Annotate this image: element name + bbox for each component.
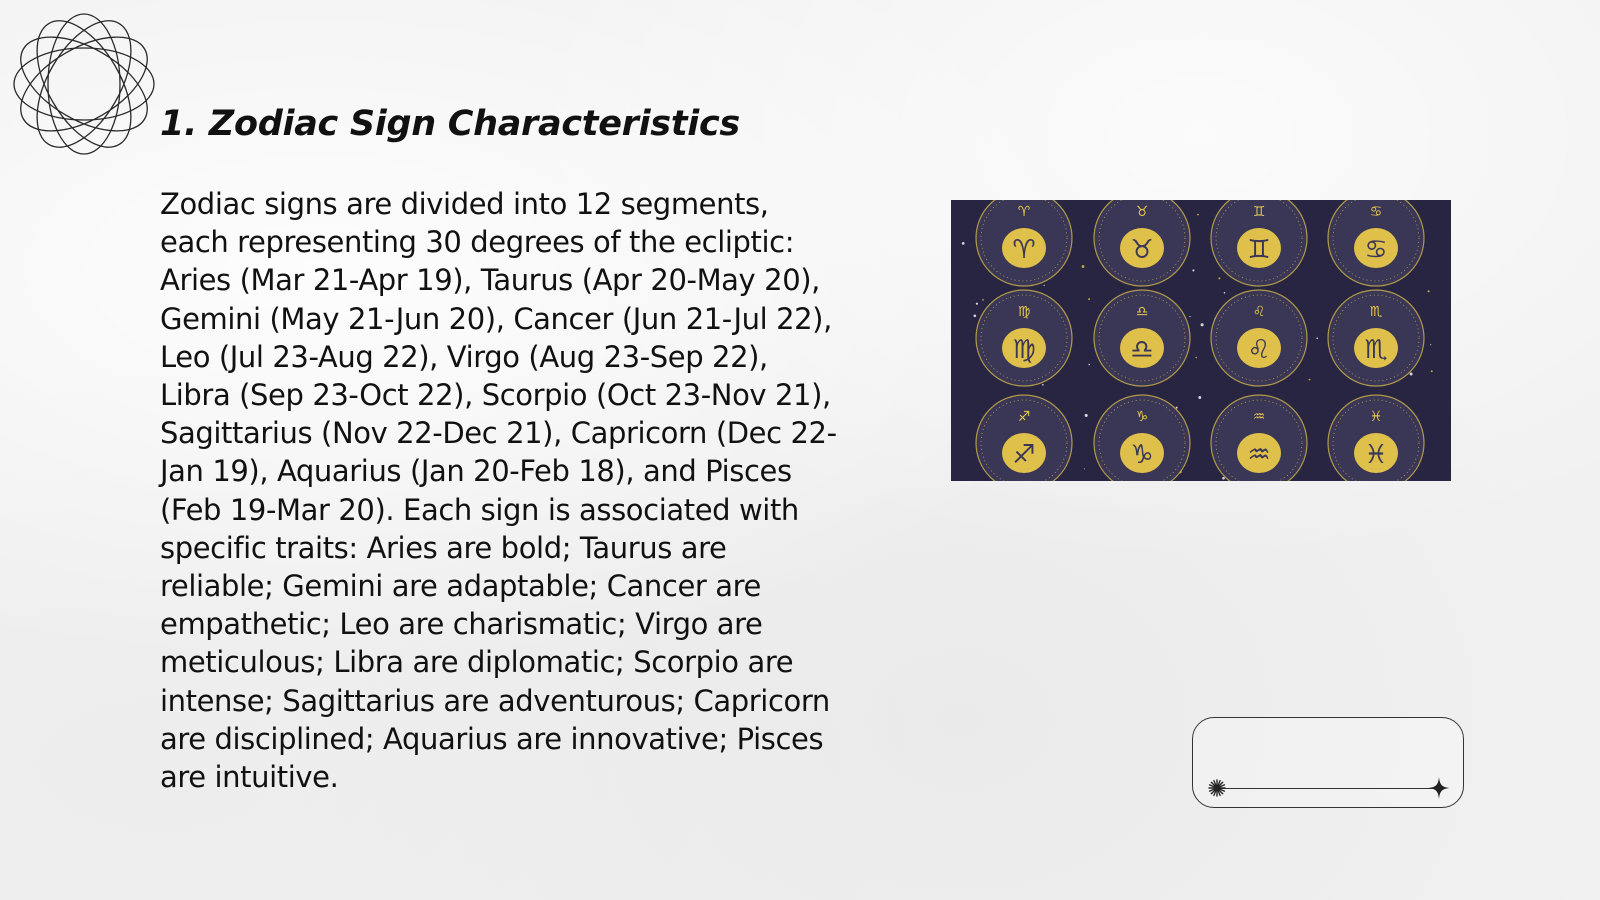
svg-text:♎: ♎ (1130, 335, 1154, 365)
zodiac-medallion (1211, 395, 1307, 481)
zodiac-glyph: ♐ (1017, 409, 1031, 425)
zodiac-glyph: ♍ (1017, 304, 1031, 320)
zodiac-medallion (976, 200, 1072, 286)
svg-text:♒: ♒ (1247, 440, 1271, 470)
orbit-rings-icon (10, 10, 158, 158)
four-point-star-icon (1427, 776, 1451, 800)
zodiac-glyph: ♒ (1252, 409, 1266, 425)
svg-text:♌: ♌ (1247, 335, 1271, 365)
svg-text:♐: ♐ (1012, 440, 1036, 470)
star-dot (1316, 337, 1318, 339)
zodiac-medallion (1328, 290, 1424, 386)
svg-text:♊: ♊ (1247, 235, 1271, 265)
star-dot (1197, 214, 1199, 216)
svg-text:♓: ♓ (1364, 440, 1388, 470)
svg-text:♋: ♋ (1364, 235, 1388, 265)
zodiac-medallion (1211, 290, 1307, 386)
star-dot (1042, 384, 1044, 386)
zodiac-medallion (1094, 395, 1190, 481)
slide-body-text: Zodiac signs are divided into 12 segments, each representing 30 degrees of the ecliptic: Aries (Mar 21-Apr 19), Taurus (Apr 20-May 20), Gemini (May 21-Jun 20), Cancer (Jun 21-Jul 22), Leo (Jul 23-Aug 22), Virgo (Aug 23-Sep 22), Libra (Sep 23-Oct 22), Scorpio (Oct 23-Nov 21), Sagittarius (Nov 22-Dec 21), Capricorn (Dec 22-Jan 19), Aquarius (Jan 20-Feb 18), and Pisces (Feb 19-Mar 20). Each sign is associated with specific traits: Aries are bold; Taurus are reliable; Gemini are adaptable; Cancer are empathetic; Leo are charismatic; Virgo are meticulous; Libra are diplomatic; Scorpio are intense; Sagittarius are adventurous; Capricorn are disciplined; Aquarius are innovative; Pisces are intuitive. (160, 187, 837, 795)
zodiac-glyph: ♌ (1252, 304, 1266, 320)
star-dot (1088, 298, 1090, 300)
star-dot (1189, 316, 1190, 317)
zodiac-glyph: ♋ (1369, 204, 1383, 220)
zodiac-glyph: ♎ (1135, 304, 1149, 320)
star-dot (982, 299, 984, 301)
star-dot (1088, 364, 1090, 366)
svg-text:♏: ♏ (1364, 335, 1388, 365)
zodiac-glyph: ♓ (1369, 409, 1383, 425)
star-dot (1082, 265, 1085, 268)
zodiac-medallion (1094, 290, 1190, 386)
star-dot (1410, 373, 1413, 376)
zodiac-medallion (976, 290, 1072, 386)
star-dot (1044, 285, 1045, 286)
star-dot (1428, 290, 1430, 292)
divider-line (1217, 788, 1439, 789)
zodiac-medallion (1094, 200, 1190, 286)
zodiac-glyph: ♊ (1252, 204, 1266, 220)
svg-text:♉: ♉ (1130, 235, 1154, 265)
star-dot (1430, 344, 1431, 345)
star-dot (1176, 407, 1178, 409)
caption-frame (1192, 717, 1464, 808)
star-dot (1085, 414, 1088, 417)
zodiac-medallion (976, 395, 1072, 481)
star-dot (1195, 357, 1196, 358)
star-dot (1224, 292, 1226, 294)
star-dot (1309, 379, 1311, 381)
zodiac-medallion (1328, 200, 1424, 286)
star-dot (1084, 468, 1085, 469)
star-dot (973, 314, 976, 317)
star-dot (1222, 477, 1225, 480)
zodiac-glyph: ♏ (1369, 304, 1383, 320)
zodiac-medallion (1211, 200, 1307, 286)
star-dot (1218, 277, 1220, 279)
zodiac-medallion (1328, 395, 1424, 481)
slide-title: 1. Zodiac Sign Characteristics (160, 104, 740, 144)
zodiac-grid-illustration (951, 200, 1451, 481)
star-dot (1192, 269, 1194, 271)
zodiac-glyph: ♑ (1135, 409, 1149, 425)
zodiac-glyph: ♈ (1017, 204, 1031, 220)
zodiac-signs-image (951, 200, 1451, 481)
svg-text:♈: ♈ (1012, 235, 1036, 265)
zodiac-glyph: ♉ (1135, 204, 1149, 220)
star-dot (976, 303, 978, 305)
star-dot (962, 242, 965, 245)
star-dot (1431, 370, 1433, 372)
svg-text:♍: ♍ (1012, 335, 1036, 365)
star-dot (1201, 323, 1204, 326)
star-burst-icon (1205, 776, 1229, 800)
star-dot (1198, 396, 1201, 399)
svg-text:♑: ♑ (1130, 440, 1154, 470)
